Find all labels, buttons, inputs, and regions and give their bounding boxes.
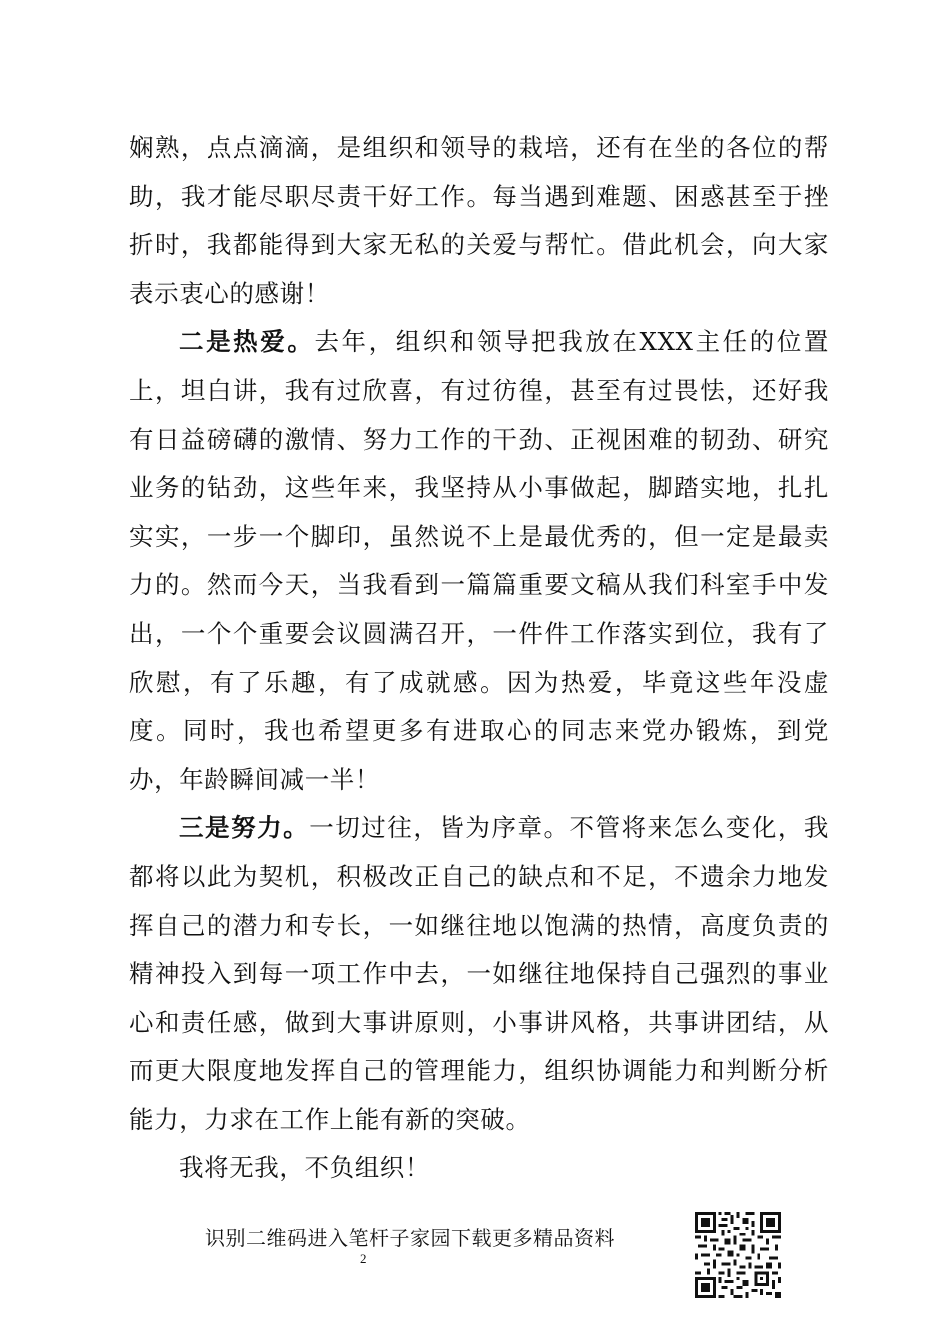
qr-code-icon[interactable] [695, 1212, 781, 1298]
paragraph-3-text: 一切过往，皆为序章。不管将来怎么变化，我都将以此为契机，积极改正自己的缺点和不足，不遗余力地发挥自己的潜力和专长，一如继往地以饱满的热情，高度负责的精神投入到每一项工作中去，一如继往地保持自己强烈的事业心和责任感，做到大事讲原则，小事讲风格，共事讲团结，从而更大限度地发挥自己的管理能力，组织协调能力和判断分析能力，力求在工作上能有新的突破。 [129, 813, 829, 1134]
paragraph-2-text: 去年，组织和领导把我放在XXX主任的位置上，坦白讲，我有过欣喜，有过彷徨，甚至有过畏怯，还好我有日益磅礴的激情、努力工作的干劲、正视困难的韧劲、研究业务的钻劲，这些年来，我坚持从小事做起，脚踏实地，扎扎实实，一步一个脚印，虽然说不上是最优秀的，但一定是最卖力的。然而今天，当我看到一篇篇重要文稿从我们科室手中发出，一个个重要会议圆满召开，一件件工作落实到位，我有了欣慰，有了乐趣，有了成就感。因为热爱，毕竟这些年没虚度。同时，我也希望更多有进取心的同志来党办锻炼，到党办，年龄瞬间减一半！ [129, 327, 830, 794]
paragraph-3 [129, 804, 829, 1144]
paragraph-3-heading: 三是努力。 [179, 813, 310, 843]
document-body [129, 124, 829, 1193]
closing-line: 我将无我，不负组织！ [179, 1153, 430, 1183]
paragraph-2 [129, 318, 829, 804]
paragraph-2-heading: 二是热爱。 [179, 327, 315, 357]
footer-promo-text: 识别二维码进入笔杆子家园下载更多精品资料 [205, 1226, 615, 1250]
paragraph-1 [129, 124, 829, 318]
page-number: 2 [360, 1251, 367, 1266]
paragraph-1-text: 娴熟，点点滴滴，是组织和领导的栽培，还有在坐的各位的帮助，我才能尽职尽责干好工作。每当遇到难题、困惑甚至于挫折时，我都能得到大家无私的关爱与帮忙。借此机会，向大家表示衷心的感谢！ [129, 133, 829, 308]
